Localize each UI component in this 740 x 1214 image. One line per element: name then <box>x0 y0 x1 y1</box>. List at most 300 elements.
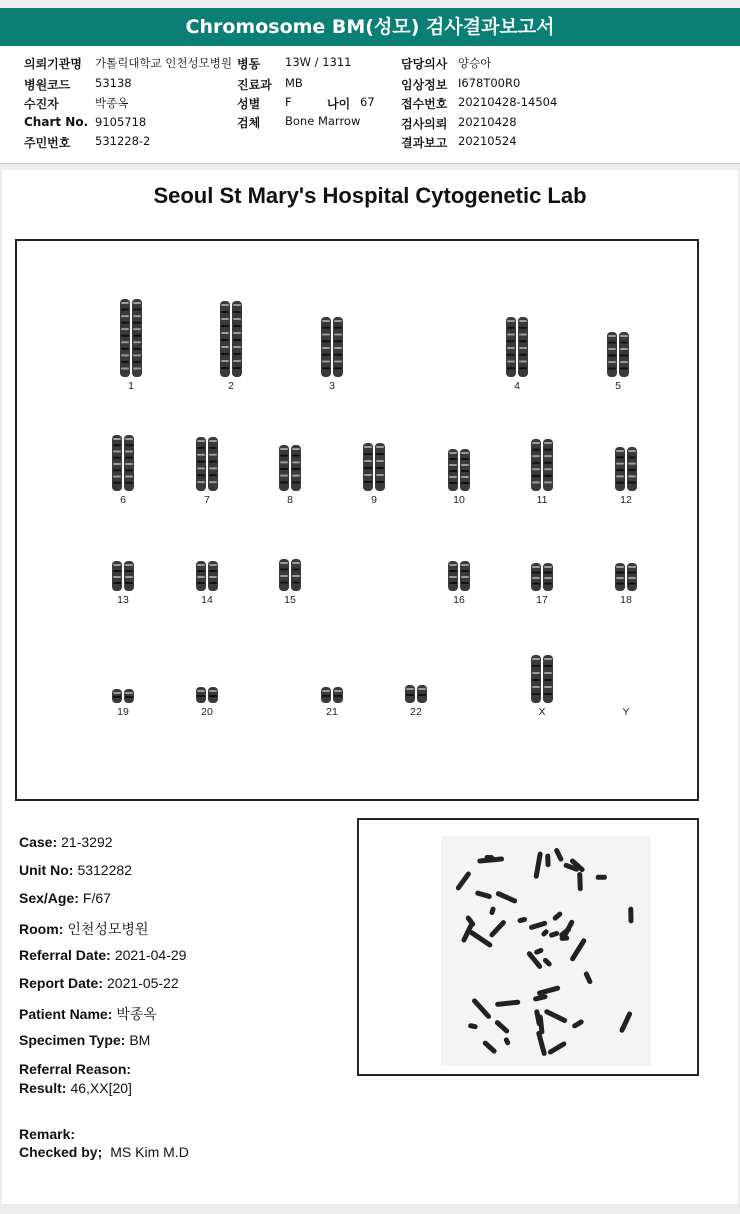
chromosome-band <box>620 368 628 370</box>
chromosome-band <box>616 583 624 585</box>
chromosome-band <box>233 346 241 348</box>
chromosome-band <box>449 582 457 584</box>
detail-value: 2021-04-29 <box>114 947 187 963</box>
chromosome-label: 3 <box>329 380 335 392</box>
chromosome-band <box>121 309 129 311</box>
chromosome-band <box>376 460 384 462</box>
chromosome-band <box>125 463 133 465</box>
chromosome-band <box>133 361 141 363</box>
chromosome-label: 10 <box>453 494 465 506</box>
patient-info-panel <box>0 46 740 164</box>
chromosome-band <box>113 564 121 566</box>
chromosome-band <box>292 468 300 470</box>
chromosome-label: 16 <box>453 594 465 606</box>
chromosome-band <box>197 576 205 578</box>
chromosome-band <box>233 318 241 320</box>
detail-row-patient-name <box>19 1004 157 1024</box>
chromosome-band <box>280 455 288 457</box>
chromosome-band <box>532 679 540 681</box>
chromosome-band <box>364 453 372 455</box>
info-label: Chart No. <box>24 115 89 129</box>
chromosome-band <box>125 564 133 566</box>
info-value: 53138 <box>95 76 132 90</box>
chromosome-band <box>334 695 342 697</box>
chromosome-label: 9 <box>371 494 377 506</box>
chromosome-band <box>221 346 229 348</box>
chromosome-label: 17 <box>536 594 548 606</box>
chromosome-label: Y <box>622 706 630 718</box>
chromosome-band <box>449 452 457 454</box>
chromosome-band <box>113 476 121 478</box>
chromosome-band <box>616 456 624 458</box>
chromosome-band <box>197 481 205 483</box>
chromosome-band <box>608 335 616 337</box>
karyotype-report <box>2 170 738 1204</box>
chromosome-band <box>197 564 205 566</box>
detail-label: Report Date: <box>19 975 104 991</box>
detail-row-sex-age <box>19 890 111 906</box>
chromosome-band <box>519 320 527 322</box>
metaphase-spread <box>359 820 697 1074</box>
chromosome-band <box>406 688 414 690</box>
chromosome-band <box>418 694 426 696</box>
chromosome-band <box>616 475 624 477</box>
chromosome-band <box>532 475 540 477</box>
chromosome-band <box>532 658 540 660</box>
chromosome-band <box>532 449 540 451</box>
chromosome-band <box>292 455 300 457</box>
chromosome-band <box>544 672 552 674</box>
chromosome-band <box>544 658 552 660</box>
chromosome-band <box>113 692 121 694</box>
karyogram-image <box>15 239 699 801</box>
detail-row-checked-by <box>19 1144 189 1160</box>
chromosome-band <box>532 442 540 444</box>
chromosome-band <box>292 569 300 571</box>
chromosome-band <box>197 447 205 449</box>
detail-value: 46,XX[20] <box>70 1080 132 1096</box>
metaphase-chromosome <box>559 936 569 941</box>
chromosome-band <box>209 481 217 483</box>
detail-row-specimen <box>19 1032 150 1048</box>
chromosome-band <box>449 476 457 478</box>
chromosome-band <box>125 469 133 471</box>
info-label: 검체 <box>237 116 261 130</box>
info-label: 담당의사 <box>401 57 448 71</box>
chromosome-band <box>334 690 342 692</box>
chromosome-band <box>544 577 552 579</box>
chromosome-band <box>133 348 141 350</box>
detail-value: F/67 <box>82 890 111 906</box>
chromosome-band <box>616 566 624 568</box>
chromosome-band <box>209 447 217 449</box>
chromosome-band <box>544 566 552 568</box>
chromosome-band <box>616 482 624 484</box>
chromosome-band <box>544 468 552 470</box>
chromosome-band <box>449 570 457 572</box>
metaphase-chromosome <box>577 872 583 891</box>
chromosome-band <box>125 692 133 694</box>
chromosome-band <box>133 335 141 337</box>
detail-row-referral-reason <box>19 1061 135 1077</box>
detail-value: MS Kim M.D <box>110 1144 189 1160</box>
chromosome-band <box>449 458 457 460</box>
chromosome-band <box>616 450 624 452</box>
chromosome-band <box>532 468 540 470</box>
info-label: 수진자 <box>24 97 59 111</box>
chromosome-band <box>292 475 300 477</box>
chromosome-band <box>461 470 469 472</box>
info-value: Bone Marrow <box>285 114 361 128</box>
chromosome-band <box>507 340 515 342</box>
chromosome-band <box>197 454 205 456</box>
chromosome-band <box>616 572 624 574</box>
info-value: 가톨릭대학교 인천성모병원 <box>95 56 232 70</box>
chromosome-band <box>449 464 457 466</box>
detail-value: 인천성모병원 <box>67 921 149 937</box>
chromosome-band <box>532 455 540 457</box>
chromosome-label: 21 <box>326 706 338 718</box>
info-label: 임상정보 <box>401 78 448 92</box>
chromosome-band <box>544 442 552 444</box>
chromosome-band <box>209 454 217 456</box>
chromosome-band <box>628 475 636 477</box>
chromosome-band <box>628 456 636 458</box>
chromosome-band <box>608 368 616 370</box>
detail-label: Remark: <box>19 1126 76 1142</box>
chromosome-band <box>197 440 205 442</box>
info-label: 접수번호 <box>401 97 448 111</box>
chromosome-label: 22 <box>410 706 422 718</box>
chromosome-band <box>280 569 288 571</box>
info-value: 67 <box>360 95 375 109</box>
detail-row-report-date <box>19 975 179 991</box>
chromosome-label: X <box>538 706 546 718</box>
chromosome-band <box>125 476 133 478</box>
chromosome-band <box>461 452 469 454</box>
chromosome-band <box>449 482 457 484</box>
chromosome-band <box>364 460 372 462</box>
chromosome-band <box>461 476 469 478</box>
chromosome-band <box>209 440 217 442</box>
chromosome-band <box>376 481 384 483</box>
chromosome-band <box>221 353 229 355</box>
chromosome-label: 19 <box>117 706 129 718</box>
chromosome-label: 5 <box>615 380 621 392</box>
detail-label: Case: <box>19 834 58 850</box>
info-label: 나이 <box>327 97 351 111</box>
chromosome-band <box>608 348 616 350</box>
info-label: 진료과 <box>237 78 272 92</box>
chromosome-band <box>620 355 628 357</box>
chromosome-band <box>113 469 121 471</box>
chromosome-band <box>292 461 300 463</box>
chromosome-band <box>121 315 129 317</box>
detail-row-referral-date <box>19 947 186 963</box>
chromosome-band <box>461 570 469 572</box>
chromosome-band <box>233 311 241 313</box>
chromosome-band <box>544 475 552 477</box>
chromosome-band <box>322 690 330 692</box>
detail-row-case <box>19 834 113 850</box>
chromosome-band <box>620 348 628 350</box>
chromosome-band <box>125 482 133 484</box>
chromosome-label: 15 <box>284 594 296 606</box>
chromosome-band <box>507 361 515 363</box>
detail-label: Patient Name: <box>19 1006 113 1022</box>
info-value: 20210428 <box>458 115 517 129</box>
chromosome-band <box>418 688 426 690</box>
metaphase-chromosome <box>545 854 550 868</box>
chromosome-band <box>221 304 229 306</box>
chromosome-band <box>233 304 241 306</box>
chromosome-band <box>544 693 552 695</box>
chromosome-band <box>280 461 288 463</box>
chromosome-band <box>113 696 121 698</box>
chromosome-band <box>197 582 205 584</box>
chromosome-band <box>280 468 288 470</box>
chromosome-band <box>544 462 552 464</box>
chromosome-band <box>628 463 636 465</box>
chromosome-band <box>292 582 300 584</box>
chromosome-band <box>221 311 229 313</box>
detail-label: Unit No: <box>19 862 74 878</box>
chromosome-band <box>113 438 121 440</box>
chromosome-band <box>209 690 217 692</box>
chromosome-band <box>133 367 141 369</box>
chromosome-band <box>322 334 330 336</box>
chromosome-band <box>125 696 133 698</box>
chromosome-band <box>628 583 636 585</box>
detail-label: Referral Date: <box>19 947 111 963</box>
chromosome-band <box>292 448 300 450</box>
chromosome-band <box>209 582 217 584</box>
chromosome-band <box>125 582 133 584</box>
chromosome-band <box>519 334 527 336</box>
detail-value: 박종옥 <box>116 1006 157 1022</box>
chromosome-band <box>461 482 469 484</box>
chromosome-band <box>608 361 616 363</box>
chromosome-label: 8 <box>287 494 293 506</box>
chromosome-band <box>209 467 217 469</box>
chromosome-band <box>125 444 133 446</box>
chromosome-band <box>322 320 330 322</box>
metaphase-chromosome <box>484 855 494 861</box>
chromosome-band <box>121 341 129 343</box>
chromosome-band <box>113 444 121 446</box>
info-label: 성별 <box>237 97 261 111</box>
chromosome-band <box>507 354 515 356</box>
detail-row-room <box>19 919 148 939</box>
chromosome-band <box>507 327 515 329</box>
chromosome-band <box>532 577 540 579</box>
info-value: 20210524 <box>458 134 517 148</box>
chromosome-label: 13 <box>117 594 129 606</box>
chromosome-band <box>322 347 330 349</box>
chromosome-band <box>544 583 552 585</box>
chromosome-band <box>125 570 133 572</box>
chromosome-band <box>221 318 229 320</box>
chromosome-band <box>121 322 129 324</box>
chromosome-band <box>616 577 624 579</box>
chromosome-band <box>221 325 229 327</box>
chromosome-band <box>113 463 121 465</box>
detail-label: Referral Reason: <box>19 1061 132 1077</box>
chromosome-band <box>519 347 527 349</box>
chromosome-band <box>364 446 372 448</box>
chromosome-band <box>376 453 384 455</box>
chromosome-band <box>334 340 342 342</box>
chromosome-band <box>519 340 527 342</box>
chromosome-band <box>628 572 636 574</box>
chromosome-band <box>628 566 636 568</box>
chromosome-band <box>449 470 457 472</box>
chromosome-band <box>233 360 241 362</box>
chromosome-band <box>132 299 142 377</box>
detail-label: Specimen Type: <box>19 1032 126 1048</box>
detail-row-unit <box>19 862 132 878</box>
chromosome-band <box>113 570 121 572</box>
chromosome-band <box>280 475 288 477</box>
chromosome-band <box>532 583 540 585</box>
metaphase-chromosome <box>596 875 607 880</box>
chromosome-band <box>334 347 342 349</box>
chromosome-band <box>113 482 121 484</box>
chromosome-band <box>209 564 217 566</box>
chromosome-band <box>292 562 300 564</box>
chromosome-band <box>221 332 229 334</box>
chromosome-band <box>507 347 515 349</box>
info-value: 박종옥 <box>95 96 129 110</box>
chromosome-band <box>233 325 241 327</box>
chromosome-band <box>280 575 288 577</box>
chromosome-band <box>544 449 552 451</box>
detail-label: Sex/Age: <box>19 890 79 906</box>
info-value: 13W / 1311 <box>285 55 352 69</box>
chromosome-band <box>334 354 342 356</box>
chromosome-band <box>544 679 552 681</box>
chromosome-band <box>532 672 540 674</box>
metaphase-chromosome <box>628 907 633 924</box>
chromosome-band <box>221 360 229 362</box>
chromosome-band <box>133 328 141 330</box>
chromosome-label: 1 <box>128 380 134 392</box>
chromosome-band <box>209 474 217 476</box>
chromosome-band <box>197 570 205 572</box>
chromosome-band <box>121 367 129 369</box>
chromosome-band <box>519 327 527 329</box>
chromosome-band <box>121 335 129 337</box>
chromosome-band <box>197 690 205 692</box>
chromosome-band <box>532 566 540 568</box>
chromosome-band <box>133 354 141 356</box>
chromosome-band <box>280 448 288 450</box>
chromosome-band <box>280 481 288 483</box>
chromosome-band <box>461 564 469 566</box>
chromosome-band <box>532 693 540 695</box>
chromosome-band <box>322 367 330 369</box>
chromosome-band <box>120 299 130 377</box>
chromosome-band <box>197 467 205 469</box>
info-value: 9105718 <box>95 115 147 129</box>
chromosome-band <box>620 342 628 344</box>
chromosome-band <box>125 576 133 578</box>
chromosome-band <box>544 665 552 667</box>
chromosome-band <box>449 564 457 566</box>
chromosome-band <box>532 686 540 688</box>
chromosome-band <box>292 575 300 577</box>
chromosome-band <box>461 576 469 578</box>
chromosome-band <box>628 469 636 471</box>
chromosome-band <box>133 322 141 324</box>
chromosome-band <box>113 576 121 578</box>
info-label: 검사의뢰 <box>401 117 448 131</box>
chromosome-band <box>209 695 217 697</box>
chromosome-label: 18 <box>620 594 632 606</box>
chromosome-band <box>364 481 372 483</box>
detail-label: Checked by; <box>19 1144 103 1160</box>
chromosome-band <box>608 355 616 357</box>
chromosome-band <box>280 582 288 584</box>
metaphase-image <box>357 818 699 1076</box>
chromosome-band <box>519 354 527 356</box>
chromosome-band <box>616 463 624 465</box>
chromosome-label: 12 <box>620 494 632 506</box>
chromosome-band <box>125 451 133 453</box>
chromosome-band <box>322 354 330 356</box>
info-label: 주민번호 <box>24 136 71 150</box>
chromosome-band <box>334 334 342 336</box>
detail-value: 21-3292 <box>61 834 113 850</box>
chromosome-band <box>113 582 121 584</box>
chromosome-band <box>544 481 552 483</box>
chromosome-band <box>233 339 241 341</box>
chromosome-band <box>628 450 636 452</box>
chromosome-band <box>233 367 241 369</box>
chromosome-band <box>620 335 628 337</box>
chromosome-band <box>532 572 540 574</box>
chromosome-band <box>322 361 330 363</box>
chromosome-band <box>197 695 205 697</box>
chromosome-band <box>121 361 129 363</box>
chromosome-band <box>233 332 241 334</box>
chromosome-band <box>209 570 217 572</box>
chromosome-label: 4 <box>514 380 520 392</box>
chromosome-band <box>197 474 205 476</box>
metaphase-background <box>441 836 651 1066</box>
chromosome-band <box>292 481 300 483</box>
chromosome-band <box>519 367 527 369</box>
chromosome-label: 6 <box>120 494 126 506</box>
chromosome-band <box>544 572 552 574</box>
detail-row-remark <box>19 1126 79 1142</box>
chromosome-band <box>461 464 469 466</box>
chromosome-band <box>121 328 129 330</box>
chromosome-band <box>519 361 527 363</box>
chromosome-label: 2 <box>228 380 234 392</box>
chromosome-band <box>233 353 241 355</box>
chromosome-label: 11 <box>536 494 548 506</box>
info-label: 의뢰기관명 <box>24 57 82 71</box>
chromosome-band <box>532 481 540 483</box>
chromosome-band <box>121 348 129 350</box>
info-value: I678T00R0 <box>458 76 521 90</box>
chromosome-band <box>209 576 217 578</box>
info-value: 20210428-14504 <box>458 95 558 109</box>
detail-value: 2021-05-22 <box>107 975 179 991</box>
chromosome-band <box>133 302 141 304</box>
info-label: 병동 <box>237 57 261 71</box>
